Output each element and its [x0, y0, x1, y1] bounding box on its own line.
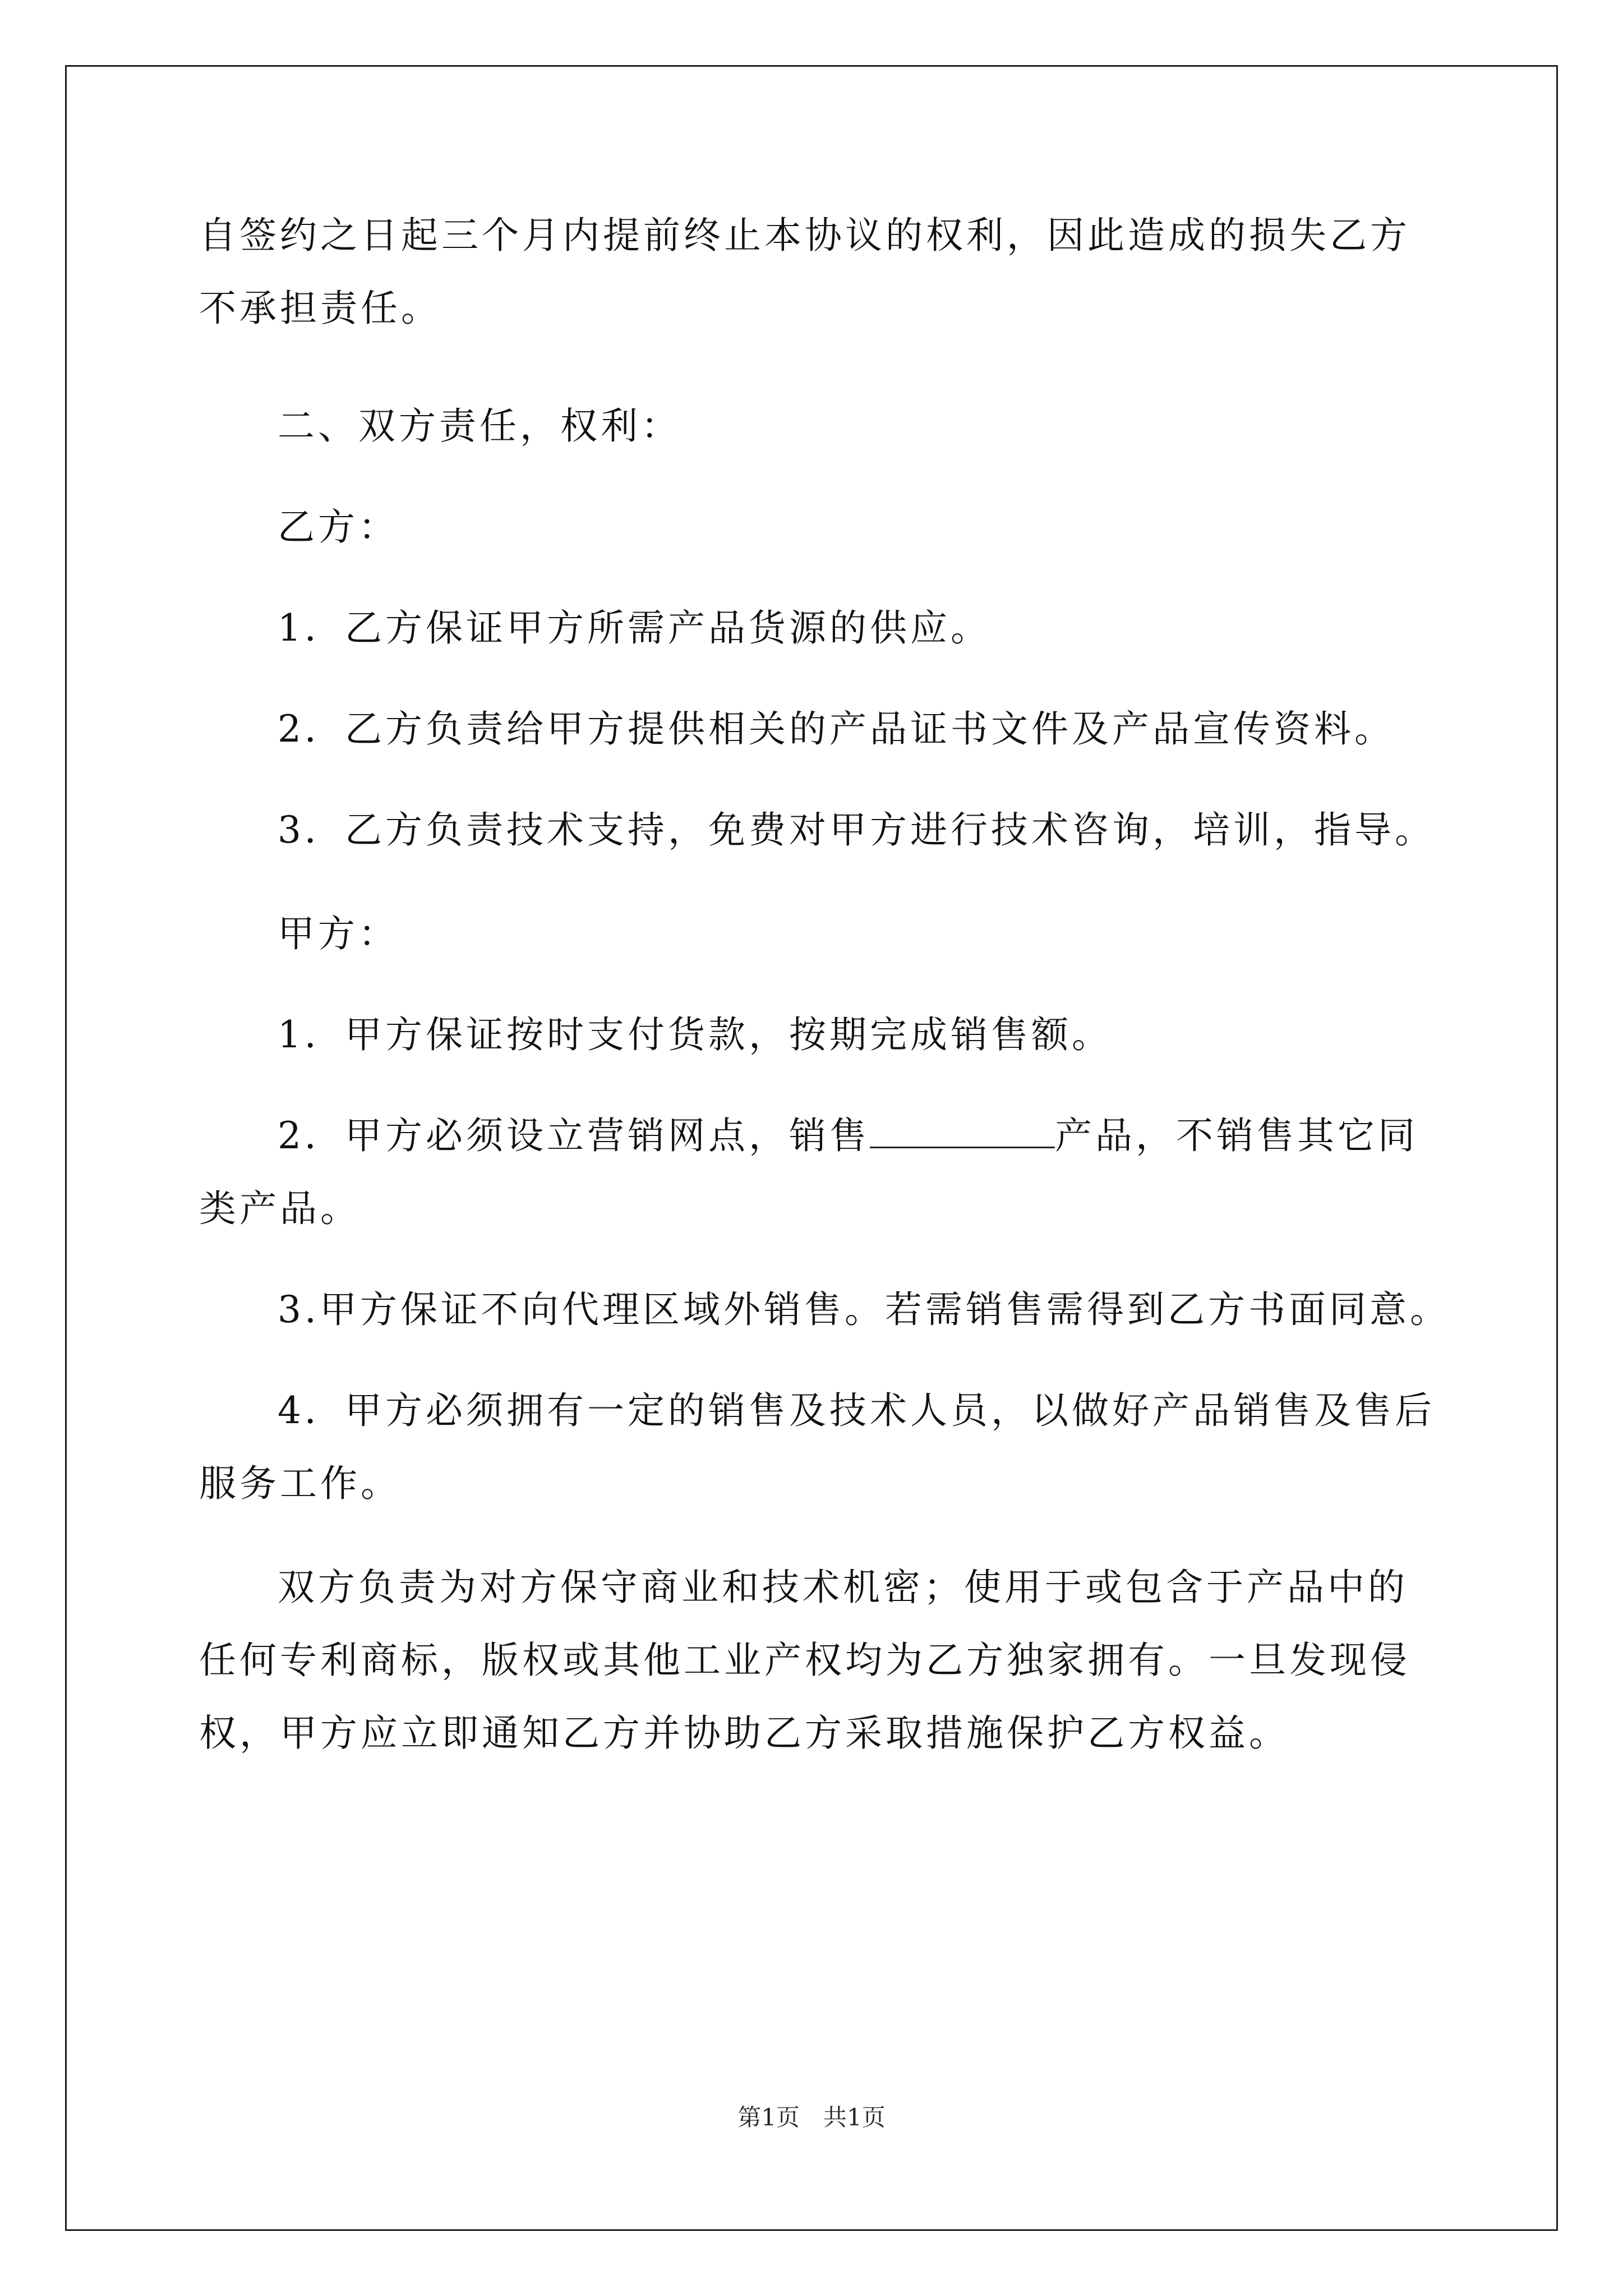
- list-item: 1．甲方保证按时支付货款，按期完成销售额。: [278, 1013, 1112, 1056]
- paragraph-line: 不承担责任。: [199, 287, 441, 330]
- list-item-continuation: 类产品。: [199, 1187, 361, 1230]
- list-item: 3．乙方负责技术支持，免费对甲方进行技术咨询，培训，指导。: [278, 808, 1435, 852]
- list-item-continuation: 服务工作。: [199, 1462, 401, 1505]
- section-heading: 二、双方责任，权利：: [278, 404, 681, 448]
- list-item: 3.甲方保证不向代理区域外销售。若需销售需得到乙方书面同意。: [278, 1288, 1450, 1331]
- list-item-text: 2．甲方必须设立营销网点，销售: [278, 1114, 870, 1157]
- list-item: 1．乙方保证甲方所需产品货源的供应。: [278, 606, 991, 650]
- party-b-heading: 乙方：: [278, 505, 399, 549]
- paragraph-line: 任何专利商标，版权或其他工业产权均为乙方独家拥有。一旦发现侵: [199, 1639, 1410, 1682]
- party-a-heading: 甲方：: [278, 912, 399, 955]
- list-item: [278, 1114, 1418, 1158]
- fill-in-blank: [870, 1114, 1055, 1148]
- list-item: 2．乙方负责给甲方提供相关的产品证书文件及产品宣传资料。: [278, 707, 1395, 751]
- page-footer: 第1页 共1页: [737, 2104, 886, 2131]
- list-item: 4．甲方必须拥有一定的销售及技术人员，以做好产品销售及售后: [278, 1389, 1435, 1432]
- paragraph-line: 权，甲方应立即通知乙方并协助乙方采取措施保护乙方权益。: [199, 1711, 1289, 1755]
- paragraph-line: 双方负责为对方保守商业和技术机密；使用于或包含于产品中的: [278, 1566, 1408, 1609]
- list-item-text: 产品，不销售其它同: [1055, 1114, 1418, 1157]
- paragraph-line: 自签约之日起三个月内提前终止本协议的权利，因此造成的损失乙方: [199, 214, 1410, 257]
